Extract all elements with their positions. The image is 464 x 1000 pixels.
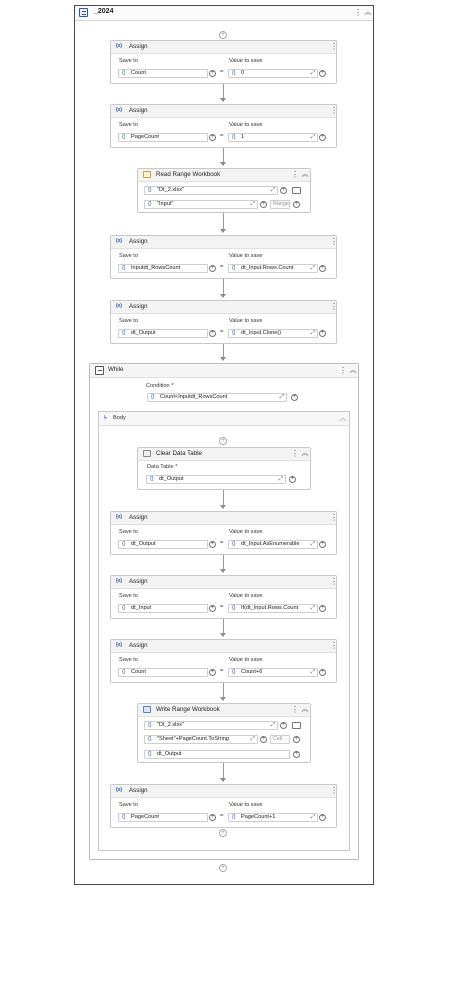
assign-activity-dt-input[interactable] [110, 575, 337, 619]
expression-braces-icon: {} [150, 476, 154, 482]
workbook-path-field[interactable] [144, 186, 278, 195]
save-to-label: Save to [119, 318, 138, 324]
activity-title: Assign [129, 238, 148, 245]
activity-title: Assign [129, 43, 148, 50]
value-to-save-label: Value to save [229, 253, 263, 259]
connector-line [223, 763, 224, 778]
assign-icon: (x) [116, 238, 122, 244]
plus-icon[interactable]: + [320, 669, 325, 675]
connector-line [223, 555, 224, 569]
connector-arrow [220, 294, 226, 298]
activity-menu-icon[interactable]: ⋮ [330, 786, 338, 795]
field-value: 1 [241, 134, 245, 140]
connector-arrow [220, 505, 226, 509]
activity-header [138, 169, 310, 182]
save-to-field[interactable] [118, 813, 208, 822]
sequence-title: _2024 [94, 8, 114, 15]
expression-braces-icon: {} [122, 70, 126, 76]
plus-icon[interactable]: + [210, 265, 215, 271]
expand-editor-icon[interactable]: ⤢ [278, 476, 283, 482]
expand-editor-icon[interactable]: ⤢ [310, 330, 315, 336]
expression-braces-icon: {} [122, 265, 126, 271]
excel-write-icon [143, 706, 151, 713]
save-to-field[interactable] [118, 69, 208, 78]
assign-icon: (x) [116, 578, 122, 584]
activity-menu-icon[interactable]: ⋮ [330, 237, 338, 246]
folder-icon[interactable] [292, 722, 301, 729]
write-range-workbook-activity[interactable] [137, 703, 311, 763]
field-value: dt_Output [131, 541, 156, 547]
expression-braces-icon: {} [122, 541, 126, 547]
while-title: While [108, 366, 124, 373]
equals-sign: = [220, 540, 224, 546]
plus-icon[interactable]: + [281, 722, 286, 728]
insert-activity-icon[interactable]: + [219, 31, 227, 39]
save-to-label: Save to [119, 529, 138, 535]
assign-icon: (x) [116, 642, 122, 648]
plus-icon[interactable]: + [210, 814, 215, 820]
expression-braces-icon: {} [232, 814, 236, 820]
activity-header [111, 301, 336, 314]
activity-menu-icon[interactable]: ⋮ [330, 302, 338, 311]
expression-braces-icon: {} [122, 134, 126, 140]
plus-icon[interactable]: + [281, 187, 286, 193]
assign-activity-clone[interactable] [110, 300, 337, 344]
expand-editor-icon[interactable]: ⤢ [310, 70, 315, 76]
activity-menu-icon[interactable]: ⋮ [330, 577, 338, 586]
activity-collapse-icon[interactable]: ︽ [301, 450, 309, 457]
body-header[interactable] [99, 412, 349, 426]
plus-icon[interactable]: + [261, 736, 266, 742]
plus-icon[interactable]: + [320, 814, 325, 820]
expand-editor-icon[interactable]: ⤢ [310, 669, 315, 675]
expand-editor-icon[interactable]: ⤢ [270, 722, 275, 728]
assign-activity-pagecount[interactable] [110, 104, 337, 148]
activity-title: Assign [129, 514, 148, 521]
assign-activity-asenumerable[interactable] [110, 511, 337, 555]
plus-icon[interactable]: + [210, 605, 215, 611]
connector-arrow [220, 229, 226, 233]
condition-field[interactable] [147, 393, 287, 402]
body-arrow-icon: ↳ [103, 415, 108, 421]
expand-editor-icon[interactable]: ⤢ [279, 394, 284, 400]
value-to-save-label: Value to save [229, 318, 263, 324]
field-value: dt_Output [157, 751, 182, 757]
body-label: Body [113, 415, 126, 421]
connector-line [223, 619, 224, 633]
equals-sign: = [220, 133, 224, 139]
field-value: dt_Output [159, 476, 184, 482]
field-value: PageCount [131, 134, 159, 140]
assign-activity-count[interactable] [110, 40, 337, 84]
expression-braces-icon: {} [122, 605, 126, 611]
sequence-menu-icon[interactable]: ⋮ [354, 8, 362, 17]
field-value: Inputdt_RowsCount [131, 265, 181, 271]
connector-arrow [220, 162, 226, 166]
plus-icon[interactable]: + [261, 201, 266, 207]
value-to-save-label: Value to save [229, 593, 263, 599]
activity-menu-icon[interactable]: ⋮ [291, 449, 299, 458]
value-field[interactable] [228, 133, 318, 142]
assign-icon: (x) [116, 303, 122, 309]
activity-menu-icon[interactable]: ⋮ [291, 170, 299, 179]
equals-sign: = [220, 604, 224, 610]
sequence-header[interactable] [75, 6, 373, 21]
expand-editor-icon[interactable]: ⤢ [310, 134, 315, 140]
while-loop-icon [95, 366, 104, 375]
folder-icon[interactable] [292, 187, 301, 194]
plus-icon[interactable]: + [320, 70, 325, 76]
activity-title: Assign [129, 303, 148, 310]
expression-braces-icon: {} [232, 605, 236, 611]
save-to-label: Save to [119, 58, 138, 64]
sheet-name-field[interactable] [144, 200, 258, 209]
save-to-label: Save to [119, 253, 138, 259]
activity-collapse-icon[interactable]: ︽ [301, 171, 309, 178]
sequence-collapse-icon[interactable]: ︽ [364, 9, 372, 16]
field-value: PageCount+1 [241, 814, 276, 820]
value-field[interactable] [228, 668, 318, 677]
expression-braces-icon: {} [232, 330, 236, 336]
assign-icon: (x) [116, 43, 122, 49]
insert-activity-icon[interactable]: + [219, 437, 227, 445]
value-to-save-label: Value to save [229, 802, 263, 808]
equals-sign: = [220, 668, 224, 674]
assign-icon: (x) [116, 787, 122, 793]
expression-braces-icon: {} [148, 722, 152, 728]
clear-data-table-activity[interactable] [137, 447, 311, 490]
activity-header [138, 704, 310, 717]
save-to-field[interactable] [118, 264, 208, 273]
plus-icon[interactable]: + [210, 541, 215, 547]
activity-menu-icon[interactable]: ⋮ [291, 705, 299, 714]
value-field[interactable] [228, 813, 318, 822]
save-to-field[interactable] [118, 329, 208, 338]
workbook-path-field[interactable] [144, 721, 278, 730]
data-table-field[interactable] [146, 475, 286, 484]
field-value: Count [131, 70, 146, 76]
connector-arrow [220, 697, 226, 701]
field-value: If(dt_Input.Rows.Count [241, 605, 299, 611]
expression-braces-icon: {} [122, 330, 126, 336]
expression-braces-icon: {} [151, 394, 155, 400]
value-to-save-label: Value to save [229, 529, 263, 535]
activity-menu-icon[interactable]: ⋮ [330, 641, 338, 650]
while-menu-icon[interactable]: ⋮ [339, 366, 347, 375]
connector-line [223, 490, 224, 505]
while-collapse-icon[interactable]: ︽ [349, 367, 357, 374]
value-field[interactable] [228, 69, 318, 78]
activity-menu-icon[interactable]: ⋮ [330, 106, 338, 115]
value-field[interactable] [228, 264, 318, 273]
activity-header [111, 785, 336, 798]
clear-table-icon [143, 450, 151, 457]
field-value: Count<Inputdt_RowsCount [160, 394, 228, 400]
field-value: Count [131, 669, 146, 675]
field-value: "Input" [157, 201, 174, 207]
connector-line [223, 279, 224, 294]
plus-icon[interactable]: + [210, 330, 215, 336]
assign-activity-rowscount[interactable] [110, 235, 337, 279]
expand-editor-icon[interactable]: ⤢ [310, 265, 315, 271]
expression-braces-icon: {} [148, 201, 152, 207]
plus-icon[interactable]: + [320, 134, 325, 140]
value-to-save-label: Value to save [229, 58, 263, 64]
save-to-label: Save to [119, 657, 138, 663]
value-to-save-label: Value to save [229, 657, 263, 663]
save-to-field[interactable] [118, 540, 208, 549]
expression-braces-icon: {} [232, 541, 236, 547]
field-value: Count+6 [241, 669, 263, 675]
expression-braces-icon: {} [148, 751, 152, 757]
sequence-icon [79, 8, 88, 17]
activity-header [138, 448, 310, 461]
connector-line [223, 683, 224, 697]
field-value: dt_Input.Rows.Count [241, 265, 294, 271]
equals-sign: = [220, 264, 224, 270]
connector-line [223, 148, 224, 162]
connector-arrow [220, 357, 226, 361]
activity-header [111, 512, 336, 525]
equals-sign: = [220, 329, 224, 335]
expression-braces-icon: {} [232, 669, 236, 675]
assign-activity-count-increment[interactable] [110, 639, 337, 683]
cell-field[interactable]: Cell [270, 735, 290, 744]
connector-arrow [220, 569, 226, 573]
body-collapse-icon[interactable]: ︿ [339, 415, 347, 422]
expand-editor-icon[interactable]: ⤢ [250, 201, 255, 207]
value-to-save-label: Value to save [229, 122, 263, 128]
equals-sign: = [220, 813, 224, 819]
plus-icon[interactable]: + [320, 330, 325, 336]
activity-title: Assign [129, 578, 148, 585]
activity-title: Read Range Workbook [156, 171, 221, 178]
expand-editor-icon[interactable]: ⤢ [310, 605, 315, 611]
activity-header [111, 41, 336, 54]
condition-label: Condition * [146, 383, 174, 389]
field-value: "Dt_2.xlsx" [157, 187, 184, 193]
expression-braces-icon: {} [148, 187, 152, 193]
save-to-field[interactable] [118, 133, 208, 142]
activity-title: Write Range Workbook [156, 706, 220, 713]
field-value: "Dt_2.xlsx" [157, 722, 184, 728]
connector-line [223, 213, 224, 229]
activity-menu-icon[interactable]: ⋮ [330, 513, 338, 522]
expand-editor-icon[interactable]: ⤢ [270, 187, 275, 193]
assign-activity-pagecount-increment[interactable] [110, 784, 337, 828]
save-to-label: Save to [119, 122, 138, 128]
activity-header [111, 105, 336, 118]
assign-icon: (x) [116, 107, 122, 113]
expression-braces-icon: {} [122, 669, 126, 675]
plus-icon[interactable]: + [210, 669, 215, 675]
field-value: dt_Input.AsEnumerable [241, 541, 300, 547]
activity-header [111, 236, 336, 249]
field-value: 0 [241, 70, 245, 76]
excel-read-icon [143, 171, 151, 178]
data-table-field[interactable] [144, 750, 290, 759]
insert-activity-icon[interactable]: + [219, 864, 227, 872]
save-to-label: Save to [119, 802, 138, 808]
activity-header [111, 576, 336, 589]
expression-braces-icon: {} [232, 134, 236, 140]
value-field[interactable] [228, 329, 318, 338]
activity-title: Assign [129, 107, 148, 114]
connector-line [223, 344, 224, 357]
connector-arrow [220, 778, 226, 782]
connector-arrow [220, 633, 226, 637]
activity-title: Clear Data Table [156, 450, 202, 457]
read-range-workbook-activity[interactable] [137, 168, 311, 213]
activity-title: Assign [129, 642, 148, 649]
value-field[interactable] [228, 540, 318, 549]
field-value: dt_Output [131, 330, 156, 336]
activity-collapse-icon[interactable]: ︽ [301, 706, 309, 713]
save-to-label: Save to [119, 593, 138, 599]
plus-icon[interactable]: + [294, 201, 299, 207]
plus-icon[interactable]: + [292, 394, 297, 400]
expression-braces-icon: {} [122, 814, 126, 820]
plus-icon[interactable]: + [320, 541, 325, 547]
expand-editor-icon[interactable]: ⤢ [310, 814, 315, 820]
expression-braces-icon: {} [232, 70, 236, 76]
connector-line [223, 84, 224, 98]
data-table-label: Data Table * [147, 464, 178, 470]
save-to-field[interactable] [118, 668, 208, 677]
value-field[interactable] [228, 604, 318, 613]
connector-arrow [220, 98, 226, 102]
plus-icon[interactable]: + [320, 265, 325, 271]
expression-braces-icon: {} [232, 265, 236, 271]
activity-header [111, 640, 336, 653]
plus-icon[interactable]: + [210, 134, 215, 140]
range-field[interactable]: Range [270, 200, 290, 209]
save-to-field[interactable] [118, 604, 208, 613]
activity-menu-icon[interactable]: ⋮ [330, 42, 338, 51]
plus-icon[interactable]: + [320, 605, 325, 611]
activity-title: Assign [129, 787, 148, 794]
expression-braces-icon: {} [148, 736, 152, 742]
expand-editor-icon[interactable]: ⤢ [250, 736, 255, 742]
field-value: dt_Input [131, 605, 152, 611]
plus-icon[interactable]: + [210, 70, 215, 76]
equals-sign: = [220, 69, 224, 75]
plus-icon[interactable]: + [294, 751, 299, 757]
field-value: dt_Input.Clone() [241, 330, 282, 336]
insert-activity-icon[interactable]: + [219, 829, 227, 837]
while-header [90, 364, 358, 378]
field-value: PageCount [131, 814, 159, 820]
assign-icon: (x) [116, 514, 122, 520]
expand-editor-icon[interactable]: ⤢ [310, 541, 315, 547]
sheet-name-field[interactable] [144, 735, 258, 744]
field-value: "Sheet"+PageCount.ToString [157, 736, 229, 742]
plus-icon[interactable]: + [294, 736, 299, 742]
plus-icon[interactable]: + [290, 476, 295, 482]
